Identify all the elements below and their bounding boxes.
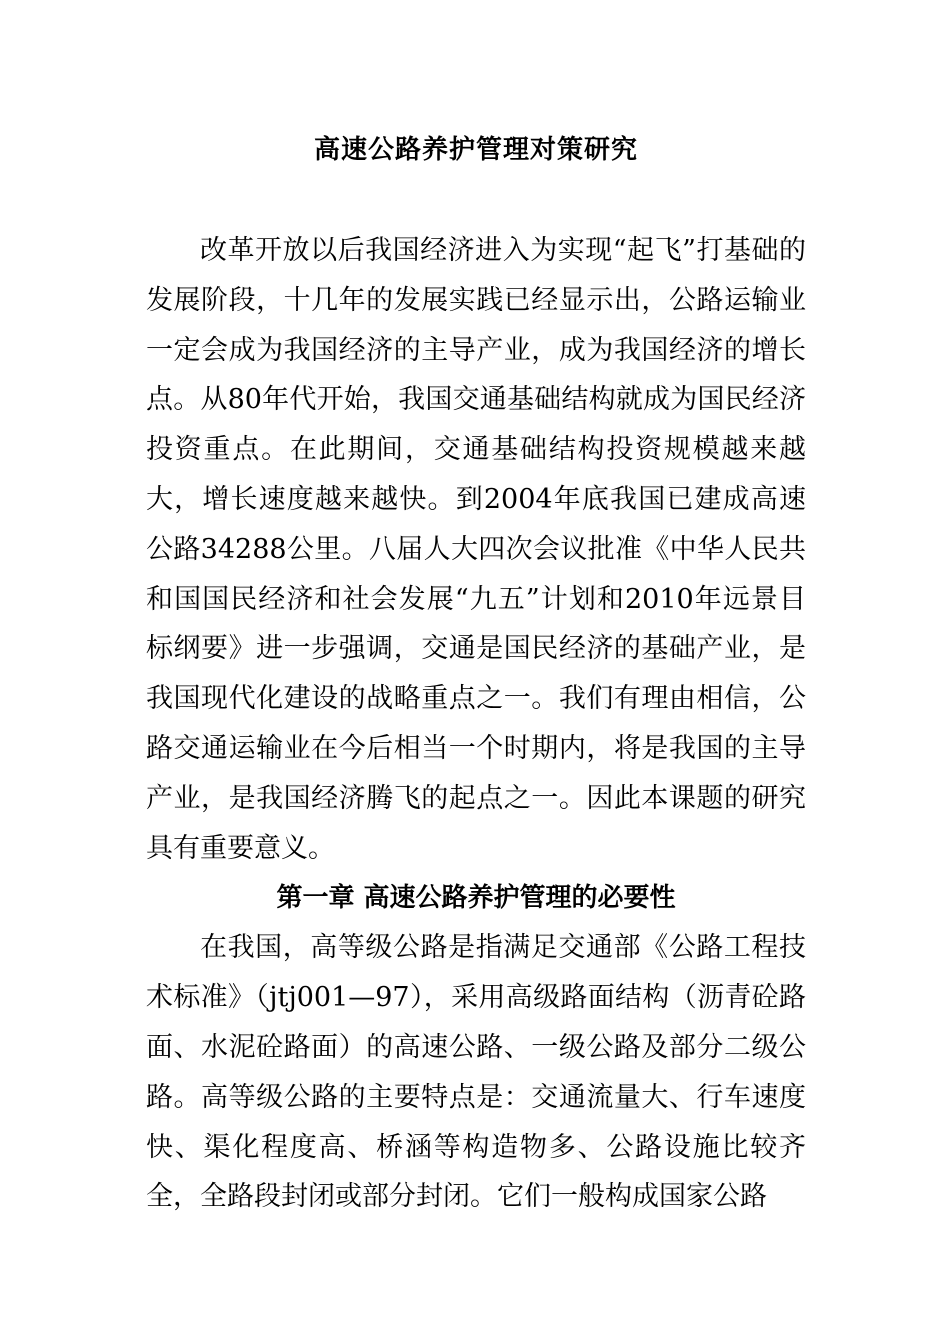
chapter-heading: 第一章 高速公路养护管理的必要性 [276,883,676,914]
document-title: 高速公路养护管理对策研究 [313,135,638,165]
document-body [146,125,806,1222]
intro-paragraph: 改革开放以后我国经济进入为实现“起飞”打基础的发展阶段，十几年的发展实践已经显示出，公路运输业一定会成为我国经济的主导产业，成为我国经济的增长点。从80年代开始，我国交通基础结构就成为国民经济投资重点。在此期间，交通基础结构投资规模越来越大，增长速度越来越快。到2004年底我国已建成高速公路34288公里。八届人大四次会议批准《中华人民共和国国民经济和社会发展“九五”计划和2010年远景目标纲要》进一步强调，交通是国民经济的基础产业，是我国现代化建设的战略重点之一。我们有理由相信，公路交通运输业在今后相当一个时期内，将是我国的主导产业，是我国经济腾飞的起点之一。因此本课题的研究具有重要意义。 [146,235,806,864]
chapter-paragraph: 在我国，高等级公路是指满足交通部《公路工程技术标准》（jtj001—97），采用高级路面结构（沥青砼路面、水泥砼路面）的高速公路、一级公路及部分二级公路。高等级公路的主要特点是：交通流量大、行车速度快、渠化程度高、桥涵等构造物多、公路设施比较齐全，全路段封闭或部分封闭。它们一般构成国家公路 [146,932,806,1213]
